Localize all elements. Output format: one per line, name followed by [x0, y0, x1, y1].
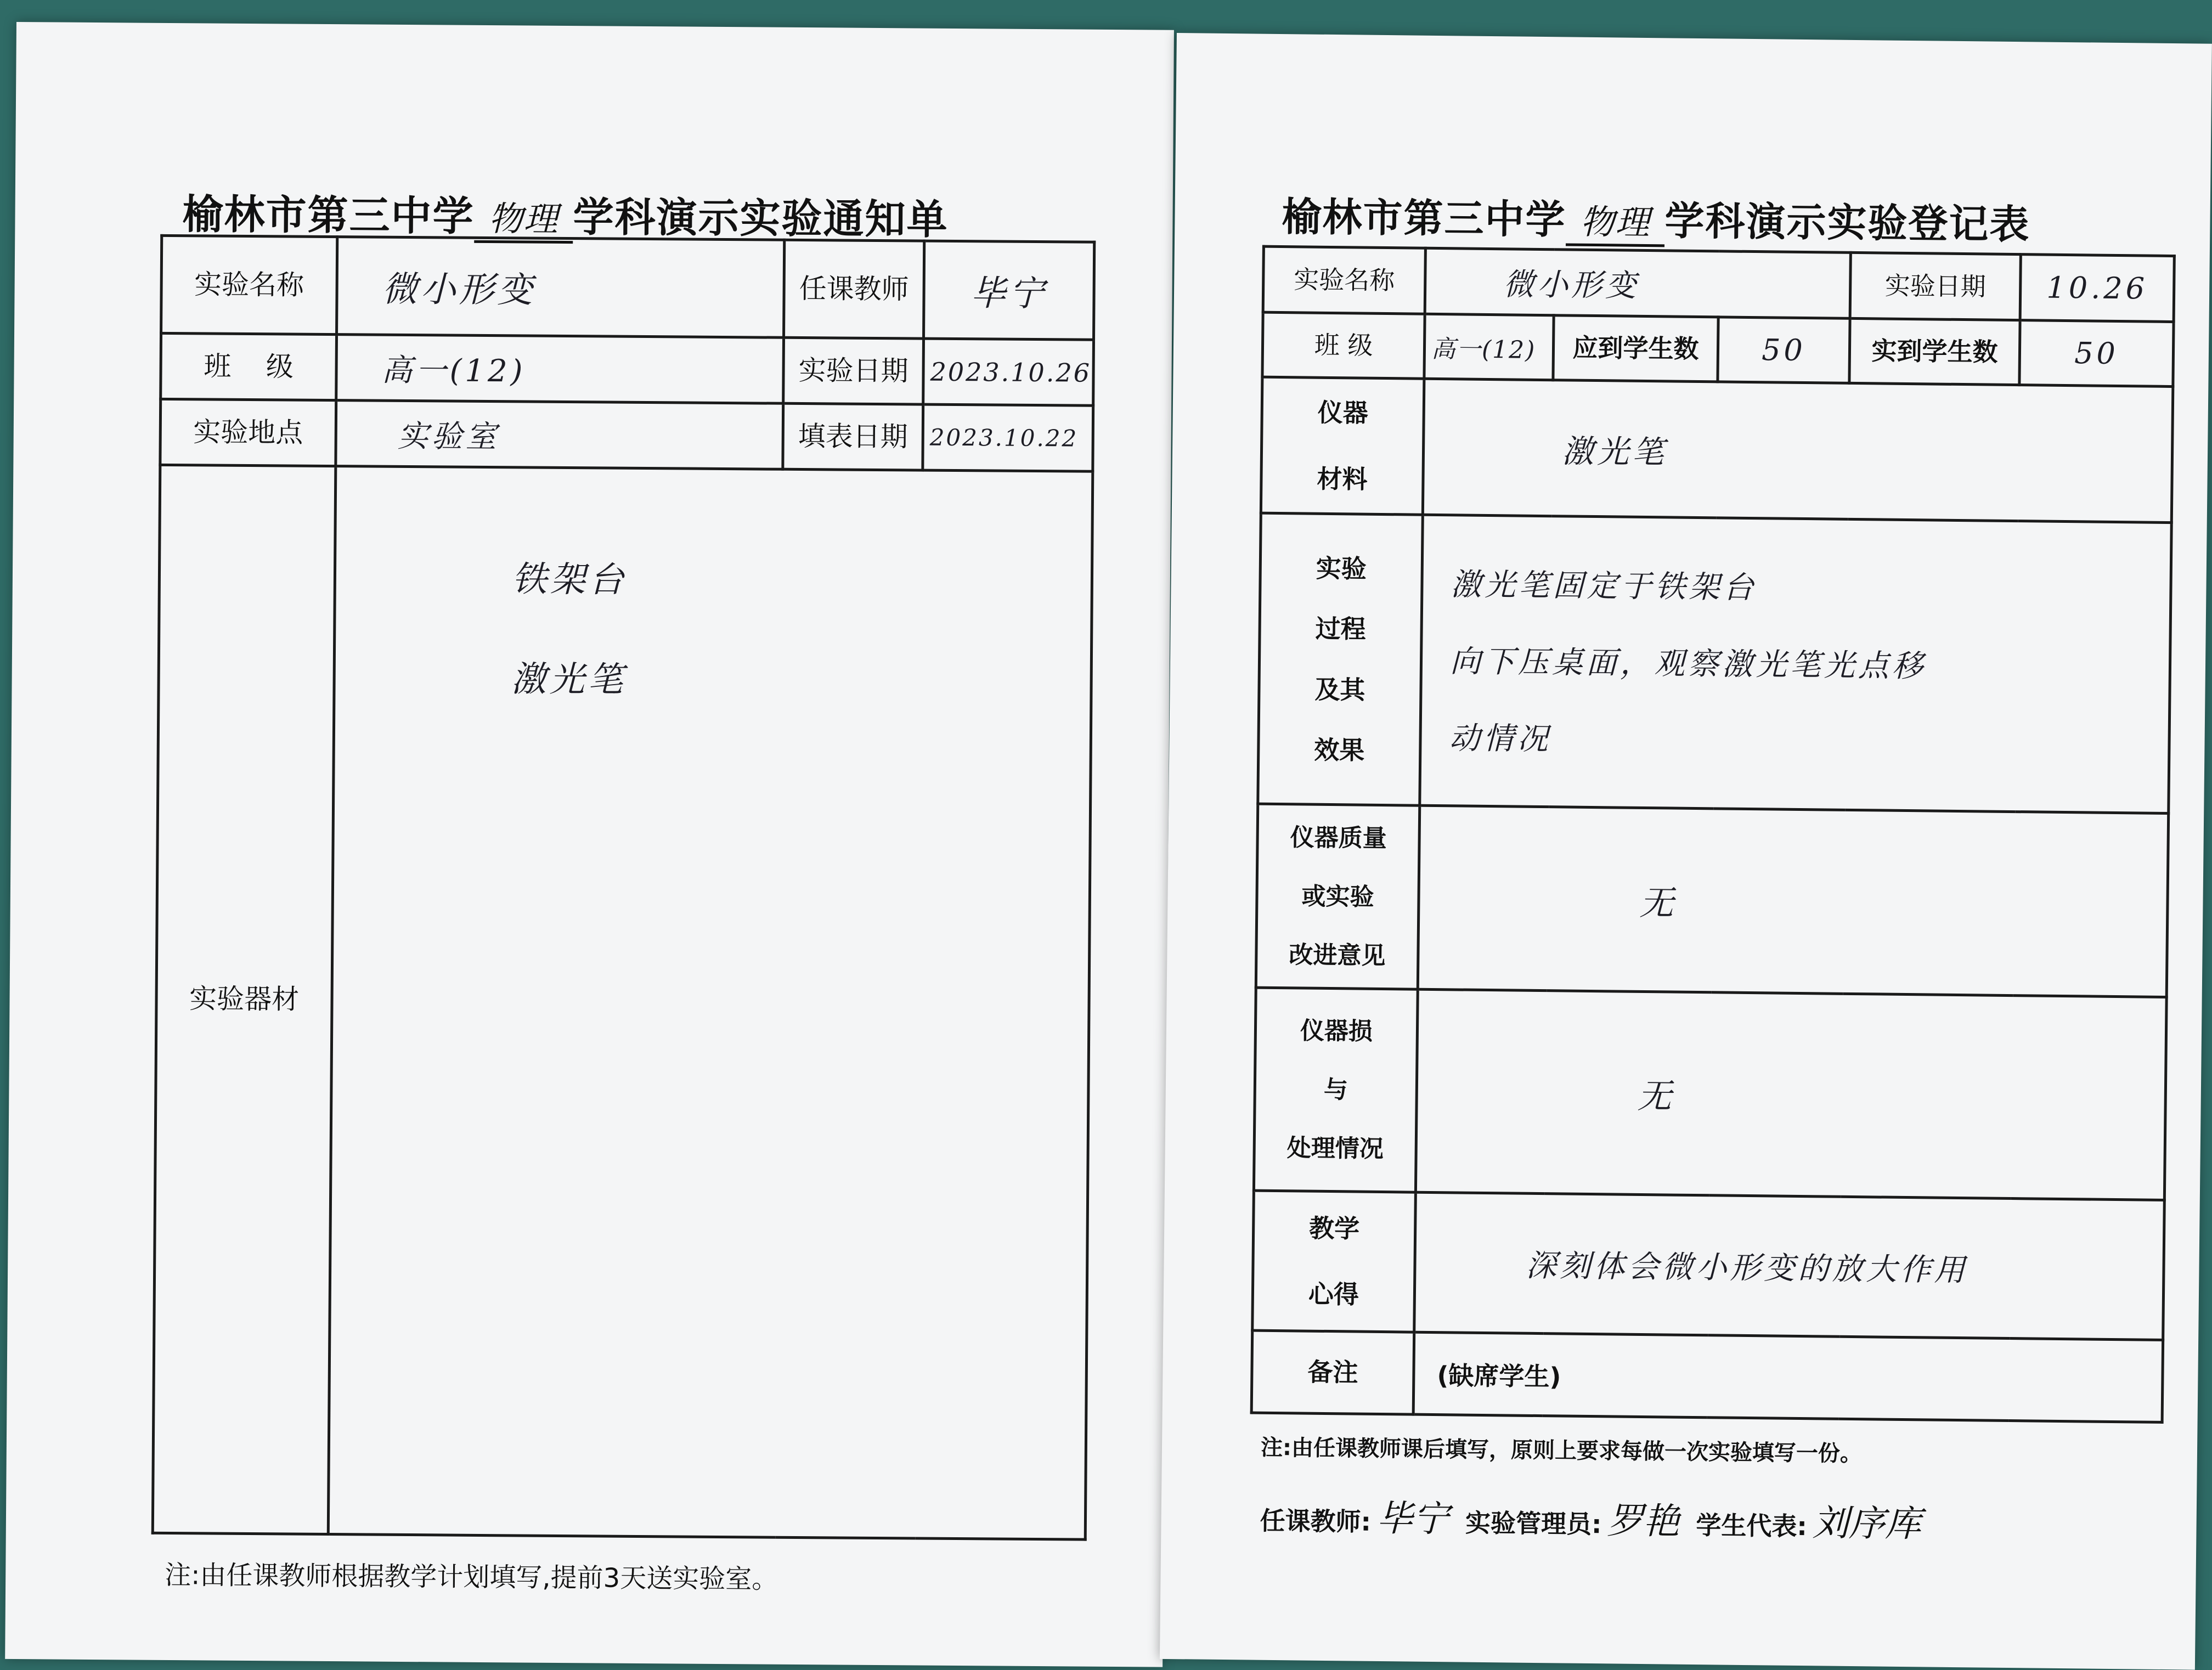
label-experience-1: 教学: [1308, 1213, 1360, 1244]
label-damage: [1254, 988, 1418, 1192]
equipment-area: [328, 466, 1093, 1540]
label-reg-name: 实验名称: [1263, 246, 1425, 314]
value-process-2: 向下压桌面，观察激光笔光点移: [1449, 644, 1927, 685]
label-quality: [1256, 804, 1419, 989]
label-instruments: [1261, 377, 1424, 515]
teacher-signature: 毕宁: [1376, 1497, 1449, 1541]
value-fill-date: 2023.10.22: [923, 404, 1093, 471]
label-damage-1: 仪器损: [1300, 1017, 1373, 1046]
value-equipment-2: 激光笔: [511, 659, 627, 701]
rep-sign-label: 学生代表:: [1696, 1510, 1808, 1542]
label-reg-date: 实验日期: [1850, 252, 2021, 320]
value-reg-name: 微小形变: [1425, 248, 1850, 318]
signature-row: [1260, 1488, 1938, 1547]
teacher-sign-label: 任课教师:: [1260, 1505, 1372, 1537]
value-experience: 深刻体会微小形变的放大作用: [1414, 1192, 2165, 1340]
label-expected: 应到学生数: [1553, 315, 1718, 382]
label-teacher: 任课教师: [784, 240, 924, 338]
register-title: [1282, 185, 2030, 251]
admin-sign-label: 实验管理员:: [1465, 1508, 1602, 1539]
label-experience: [1252, 1191, 1416, 1332]
value-quality: 无: [1418, 805, 2168, 997]
label-quality-3: 改进意见: [1289, 940, 1386, 970]
label-exp-date: 实验日期: [783, 337, 924, 404]
value-instruments: 激光笔: [1423, 379, 2173, 522]
label-process-1: 实验: [1316, 553, 1367, 584]
label-damage-2: 与: [1323, 1075, 1348, 1104]
notice-table: [151, 234, 1096, 1541]
label-class: 班 级: [161, 333, 337, 400]
label-reg-class: 班 级: [1262, 312, 1425, 379]
value-equipment-1: 铁架台: [511, 559, 628, 601]
label-remarks: 备注: [1251, 1330, 1414, 1414]
value-reg-date: 10.26: [2020, 255, 2174, 322]
label-exp-name: 实验名称: [161, 235, 337, 334]
label-quality-1: 仪器质量: [1290, 823, 1387, 853]
process-area: [1420, 515, 2171, 813]
label-fill-date: 填表日期: [783, 403, 923, 470]
value-class: 高一(12): [336, 335, 784, 404]
notice-footnote: 注:由任课教师根据教学计划填写,提前3天送实验室。: [165, 1559, 778, 1595]
label-quality-2: 或实验: [1301, 882, 1374, 911]
label-process-4: 效果: [1314, 735, 1365, 765]
value-place: 实验室: [336, 400, 783, 470]
label-experience-2: 心得: [1308, 1279, 1359, 1310]
value-expected: 50: [1718, 317, 1850, 383]
register-table: [1250, 245, 2176, 1424]
label-process: [1258, 513, 1423, 805]
notice-title-suffix: 学科演示实验通知单: [573, 194, 949, 244]
label-equipment: 实验器材: [153, 465, 336, 1534]
label-actual: 实到学生数: [1849, 318, 2020, 385]
value-teacher: 毕宁: [924, 241, 1094, 340]
rep-signature: 刘序库: [1812, 1502, 1922, 1545]
value-process-3: 动情况: [1449, 720, 1551, 758]
register-footnote: 注:由任课教师课后填写，原则上要求每做一次实验填写一份。: [1260, 1435, 1863, 1467]
label-process-2: 过程: [1315, 613, 1366, 644]
register-sheet: [1160, 33, 2212, 1670]
value-damage: 无: [1415, 989, 2166, 1200]
value-reg-class: 高一(12): [1424, 314, 1554, 380]
admin-signature: 罗艳: [1607, 1499, 1680, 1543]
notice-subject: 物理: [474, 191, 573, 244]
value-actual: 50: [2019, 320, 2174, 387]
register-title-prefix: 榆林市第三中学: [1282, 194, 1566, 243]
value-exp-name: 微小形变: [337, 237, 785, 338]
register-title-suffix: 学科演示实验登记表: [1664, 198, 2030, 248]
label-instruments-2: 材料: [1317, 464, 1368, 494]
label-place: 实验地点: [160, 399, 336, 466]
label-instruments-1: 仪器: [1317, 397, 1369, 428]
label-damage-3: 处理情况: [1286, 1134, 1384, 1164]
notice-title-prefix: 榆林市第三中学: [182, 191, 475, 240]
notice-sheet: [5, 22, 1174, 1667]
register-subject: 物理: [1566, 194, 1665, 247]
value-process-1: 激光笔固定于铁架台: [1451, 567, 1757, 606]
value-remarks: (缺席学生): [1413, 1332, 2163, 1422]
value-exp-date: 2023.10.26: [923, 338, 1094, 405]
label-process-3: 及其: [1314, 674, 1365, 705]
